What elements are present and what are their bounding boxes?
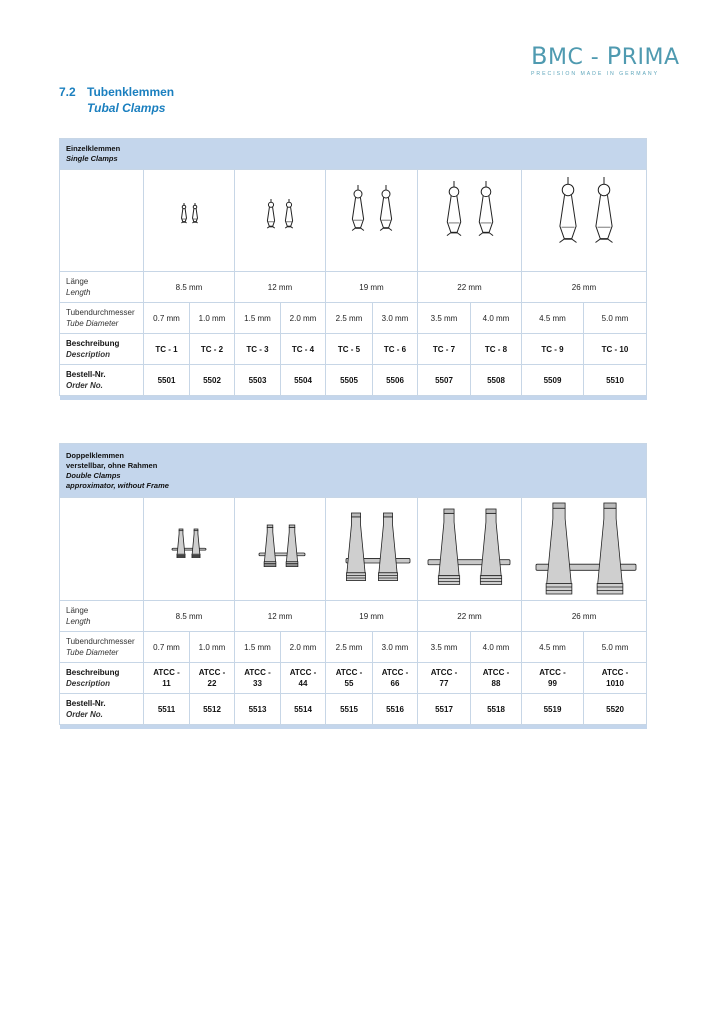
single-clamp-image-2	[235, 170, 326, 272]
description-value: ATCC - 88	[471, 663, 522, 694]
order-number: 5510	[584, 365, 647, 396]
description-value: ATCC - 1010	[584, 663, 647, 694]
description-value: TC - 9	[522, 334, 584, 365]
brand-logo	[531, 42, 680, 77]
double-clamp-image-5	[522, 498, 647, 601]
empty-cell	[60, 498, 144, 601]
order-number: 5504	[281, 365, 326, 396]
diameter-value: 4.5 mm	[522, 632, 584, 663]
order-number: 5507	[418, 365, 471, 396]
single-clamp-drawing	[192, 203, 197, 223]
order-label: Bestell-Nr. Order No.	[60, 694, 144, 725]
double-table-footer	[60, 725, 647, 730]
single-clamp-image-4	[418, 170, 522, 272]
empty-cell	[60, 170, 144, 272]
single-clamp-22-mm-icon	[418, 171, 522, 271]
diameter-value: 0.7 mm	[144, 303, 190, 334]
double-diameter-row	[60, 632, 647, 663]
diameter-value: 1.0 mm	[190, 632, 235, 663]
diameter-value: 2.0 mm	[281, 632, 326, 663]
single-clamp-19-mm-icon	[326, 171, 418, 271]
length-value: 8.5 mm	[144, 601, 235, 632]
section-heading	[59, 84, 174, 116]
length-label: Länge Length	[60, 272, 144, 303]
single-clamp-12-mm-icon	[235, 171, 326, 271]
description-value: ATCC - 77	[418, 663, 471, 694]
double-clamp-22-mm-icon	[418, 499, 522, 599]
description-value: TC - 8	[471, 334, 522, 365]
single-clamp-drawing	[285, 199, 293, 228]
order-number: 5512	[190, 694, 235, 725]
single-table-footer	[60, 396, 647, 401]
order-number: 5515	[326, 694, 373, 725]
double-length-row	[60, 601, 647, 632]
double-header-de: Doppelklemmen	[66, 450, 124, 460]
double-order-row	[60, 694, 647, 725]
diameter-value: 5.0 mm	[584, 303, 647, 334]
description-value: TC - 7	[418, 334, 471, 365]
order-number: 5517	[418, 694, 471, 725]
single-clamp-drawing	[559, 177, 576, 243]
single-diameter-row	[60, 303, 647, 334]
order-number: 5502	[190, 365, 235, 396]
diameter-value: 1.5 mm	[235, 303, 281, 334]
description-value: TC - 2	[190, 334, 235, 365]
single-description-row	[60, 334, 647, 365]
length-value: 19 mm	[326, 272, 418, 303]
double-clamp-19-mm-icon	[326, 499, 418, 599]
section-title: Tubenklemmen	[87, 85, 175, 99]
single-clamp-drawing	[447, 181, 461, 236]
order-label: Bestell-Nr. Order No.	[60, 365, 144, 396]
order-number: 5514	[281, 694, 326, 725]
order-number: 5513	[235, 694, 281, 725]
double-header-en-sub: approximator, without Frame	[66, 480, 169, 490]
double-clamp-8-5-mm-icon	[144, 499, 235, 599]
single-clamp-image-5	[522, 170, 647, 272]
single-clamp-drawing	[479, 181, 493, 236]
diameter-value: 3.0 mm	[373, 632, 418, 663]
description-value: ATCC - 44	[281, 663, 326, 694]
order-number: 5519	[522, 694, 584, 725]
description-value: ATCC - 22	[190, 663, 235, 694]
length-value: 26 mm	[522, 272, 647, 303]
diameter-value: 1.5 mm	[235, 632, 281, 663]
description-value: ATCC - 66	[373, 663, 418, 694]
length-value: 22 mm	[418, 601, 522, 632]
length-value: 22 mm	[418, 272, 522, 303]
description-value: ATCC - 99	[522, 663, 584, 694]
double-description-row	[60, 663, 647, 694]
description-value: TC - 1	[144, 334, 190, 365]
double-clamp-26-mm-icon	[522, 499, 647, 599]
description-value: TC - 4	[281, 334, 326, 365]
description-value: ATCC - 33	[235, 663, 281, 694]
length-value: 12 mm	[235, 601, 326, 632]
order-number: 5506	[373, 365, 418, 396]
order-number: 5505	[326, 365, 373, 396]
double-clamp-drawing	[259, 525, 305, 567]
description-label: Beschreibung Description	[60, 663, 144, 694]
single-clamp-image-3	[326, 170, 418, 272]
length-value: 8.5 mm	[144, 272, 235, 303]
single-clamps-table	[59, 138, 647, 400]
double-clamp-drawing	[536, 503, 636, 594]
single-header-en: Single Clamps	[66, 154, 118, 163]
order-number: 5520	[584, 694, 647, 725]
description-value: ATCC - 11	[144, 663, 190, 694]
brand-name: BMC - PRIMA	[531, 42, 680, 70]
double-clamp-image-1	[144, 498, 235, 601]
length-value: 19 mm	[326, 601, 418, 632]
single-order-row	[60, 365, 647, 396]
description-value: TC - 6	[373, 334, 418, 365]
double-header-en: Double Clamps	[66, 470, 121, 480]
order-number: 5501	[144, 365, 190, 396]
single-clamp-drawing	[181, 203, 186, 223]
order-number: 5508	[471, 365, 522, 396]
double-clamp-image-3	[326, 498, 418, 601]
diameter-value: 2.5 mm	[326, 303, 373, 334]
double-clamp-12-mm-icon	[235, 499, 326, 599]
diameter-value: 0.7 mm	[144, 632, 190, 663]
single-clamp-image-1	[144, 170, 235, 272]
diameter-value: 2.0 mm	[281, 303, 326, 334]
brand-tagline: PRECISION MADE IN GERMANY	[531, 71, 660, 77]
description-value: TC - 3	[235, 334, 281, 365]
double-clamp-drawing	[172, 529, 206, 558]
section-number: 7.2	[59, 85, 76, 99]
diameter-value: 1.0 mm	[190, 303, 235, 334]
double-clamp-drawing	[428, 509, 510, 584]
description-label: Beschreibung Description	[60, 334, 144, 365]
length-value: 12 mm	[235, 272, 326, 303]
single-clamp-drawing	[595, 177, 612, 243]
order-number: 5518	[471, 694, 522, 725]
double-clamp-image-4	[418, 498, 522, 601]
order-number: 5503	[235, 365, 281, 396]
diameter-value: 4.0 mm	[471, 632, 522, 663]
diameter-value: 4.0 mm	[471, 303, 522, 334]
single-clamp-drawing	[267, 199, 275, 228]
double-images-row	[60, 498, 647, 601]
order-number: 5511	[144, 694, 190, 725]
single-clamp-drawing	[380, 185, 392, 231]
diameter-value: 2.5 mm	[326, 632, 373, 663]
description-value: TC - 10	[584, 334, 647, 365]
diameter-value: 3.5 mm	[418, 632, 471, 663]
length-value: 26 mm	[522, 601, 647, 632]
description-value: ATCC - 55	[326, 663, 373, 694]
diameter-label: Tubendurchmesser Tube Diameter	[60, 303, 144, 334]
double-header-de-sub: verstellbar, ohne Rahmen	[66, 460, 158, 470]
order-number: 5516	[373, 694, 418, 725]
diameter-value: 3.0 mm	[373, 303, 418, 334]
single-clamp-8-5-mm-icon	[144, 171, 235, 271]
single-clamp-26-mm-icon	[522, 171, 647, 271]
description-value: TC - 5	[326, 334, 373, 365]
single-images-row	[60, 170, 647, 272]
diameter-value: 3.5 mm	[418, 303, 471, 334]
double-clamp-drawing	[346, 513, 410, 581]
single-header-de: Einzelklemmen	[66, 144, 121, 153]
diameter-label: Tubendurchmesser Tube Diameter	[60, 632, 144, 663]
double-clamps-header	[60, 444, 647, 498]
diameter-value: 4.5 mm	[522, 303, 584, 334]
length-label: Länge Length	[60, 601, 144, 632]
double-clamps-table	[59, 443, 647, 729]
single-length-row	[60, 272, 647, 303]
order-number: 5509	[522, 365, 584, 396]
double-clamp-image-2	[235, 498, 326, 601]
diameter-value: 5.0 mm	[584, 632, 647, 663]
single-clamp-drawing	[352, 185, 364, 231]
section-subtitle: Tubal Clamps	[87, 101, 166, 115]
single-clamps-header	[60, 139, 647, 170]
